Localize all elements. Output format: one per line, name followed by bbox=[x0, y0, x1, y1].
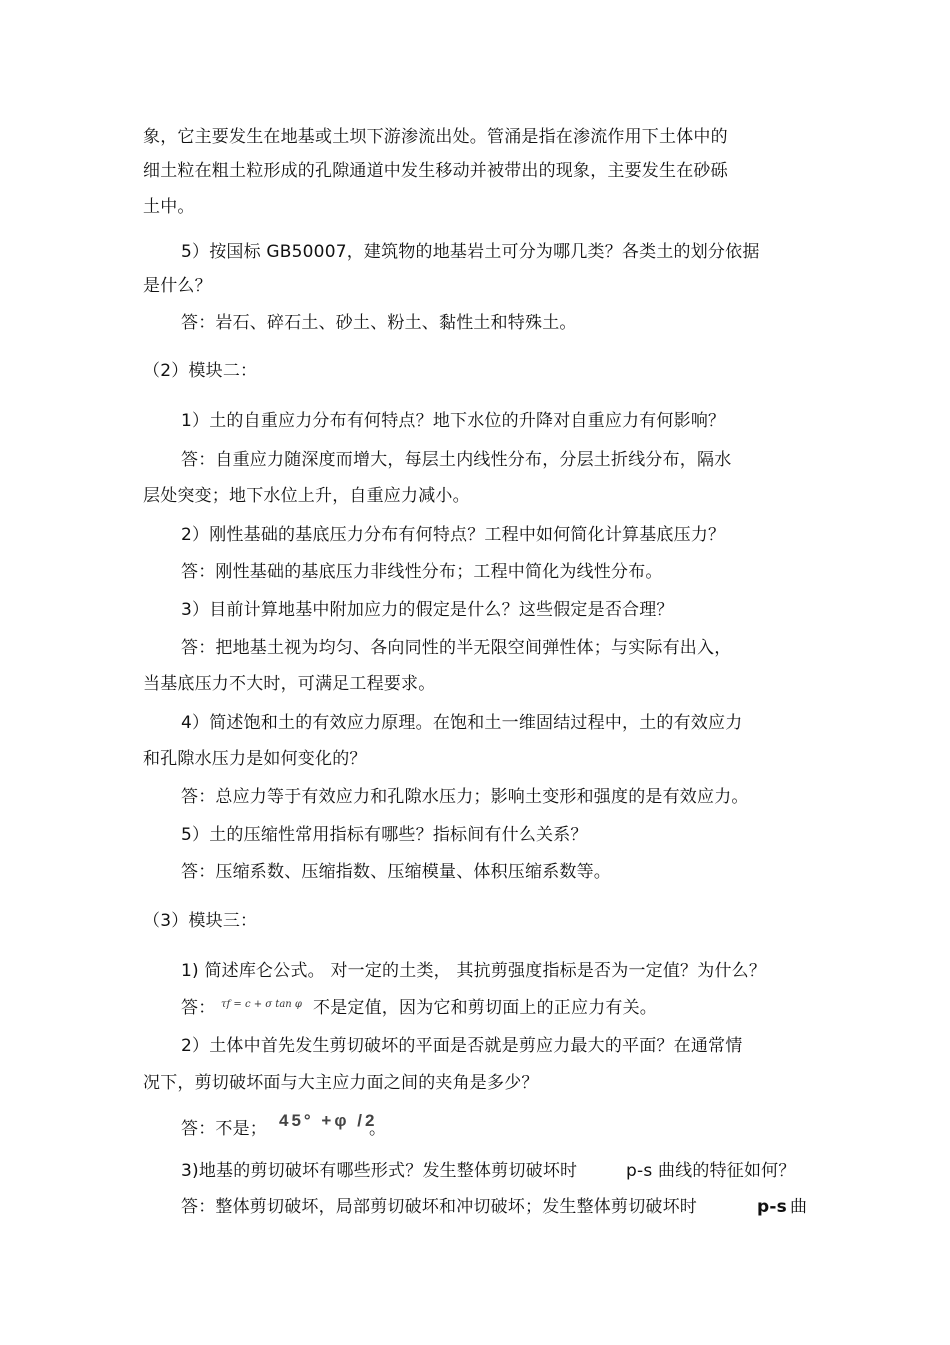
m2-question-1: 1）土的自重应力分布有何特点？地下水位的升降对自重应力有何影响？ bbox=[181, 411, 726, 431]
m2-question-5: 5）土的压缩性常用指标有哪些？指标间有什么关系？ bbox=[181, 825, 588, 845]
section-heading-module-3: （3）模块三： bbox=[143, 911, 258, 931]
text-line-2: 细土粒在粗土粒形成的孔隙通道中发生移动并被带出的现象，主要发生在砂砾 bbox=[143, 161, 728, 181]
m3-question-2-line-1: 2）土体中首先发生剪切破坏的平面是否就是剪应力最大的平面？在通常情 bbox=[181, 1036, 743, 1056]
m3-answer-1-suffix: 不是定值，因为它和剪切面上的正应力有关。 bbox=[313, 998, 657, 1018]
m2-answer-3-line-1: 答：把地基土视为均匀、各向同性的半无限空间弹性体；与实际有出入， bbox=[181, 638, 732, 658]
section-heading-module-2: （2）模块二： bbox=[143, 361, 258, 381]
m3-answer-3-ps-label: p-s bbox=[757, 1197, 787, 1217]
m3-question-2-line-2: 况下，剪切破坏面与大主应力面之间的夹角是多少？ bbox=[143, 1073, 539, 1093]
m3-question-3-tail: p-s 曲线的特征如何？ bbox=[626, 1161, 796, 1181]
m3-question-1: 1) 简述库仑公式。 对一定的土类， 其抗剪强度指标是否为一定值？为什么？ bbox=[181, 961, 767, 981]
m2-question-3: 3）目前计算地基中附加应力的假定是什么？这些假定是否合理？ bbox=[181, 600, 674, 620]
failure-angle-formula: 45° +φ /2 bbox=[279, 1111, 378, 1130]
coulomb-formula: τf = c + σ tan φ bbox=[221, 999, 302, 1010]
m2-answer-3-line-2: 当基底压力不大时，可满足工程要求。 bbox=[143, 674, 436, 694]
m2-answer-5: 答：压缩系数、压缩指数、压缩模量、体积压缩系数等。 bbox=[181, 862, 611, 882]
m3-answer-2-prefix: 答：不是； bbox=[181, 1119, 267, 1139]
question-5-line-2: 是什么？ bbox=[143, 276, 212, 296]
m2-answer-1-line-2: 层处突变；地下水位上升，自重应力减小。 bbox=[143, 486, 470, 506]
text-line-1: 象，它主要发生在地基或土坝下游渗流出处。管涌是指在渗流作用下土体中的 bbox=[143, 127, 728, 147]
m2-answer-1-line-1: 答：自重应力随深度而增大，每层土内线性分布，分层土折线分布，隔水 bbox=[181, 450, 732, 470]
m2-question-4-line-2: 和孔隙水压力是如何变化的？ bbox=[143, 749, 367, 769]
m3-answer-2-suffix: 。 bbox=[369, 1119, 387, 1139]
m2-question-4-line-1: 4）简述饱和土的有效应力原理。在饱和土一维固结过程中，土的有效应力 bbox=[181, 713, 743, 733]
m3-answer-3-text: 答：整体剪切破坏，局部剪切破坏和冲切破坏；发生整体剪切破坏时 bbox=[181, 1197, 697, 1217]
m3-answer-1-prefix: 答： bbox=[181, 998, 216, 1018]
m3-question-3-text: 3)地基的剪切破坏有哪些形式？发生整体剪切破坏时 bbox=[181, 1161, 578, 1181]
text-line-3: 土中。 bbox=[143, 197, 195, 217]
m2-question-2: 2）刚性基础的基底压力分布有何特点？工程中如何简化计算基底压力？ bbox=[181, 525, 726, 545]
question-5-line-1: 5）按国标 GB50007，建筑物的地基岩土可分为哪几类？各类土的划分依据 bbox=[181, 242, 760, 262]
m2-answer-2: 答：刚性基础的基底压力非线性分布；工程中简化为线性分布。 bbox=[181, 562, 663, 582]
answer-5: 答：岩石、碎石土、砂土、粉土、黏性土和特殊土。 bbox=[181, 313, 577, 333]
m3-answer-3-tail: 曲 bbox=[790, 1197, 808, 1217]
m2-answer-4: 答：总应力等于有效应力和孔隙水压力；影响土变形和强度的是有效应力。 bbox=[181, 787, 749, 807]
